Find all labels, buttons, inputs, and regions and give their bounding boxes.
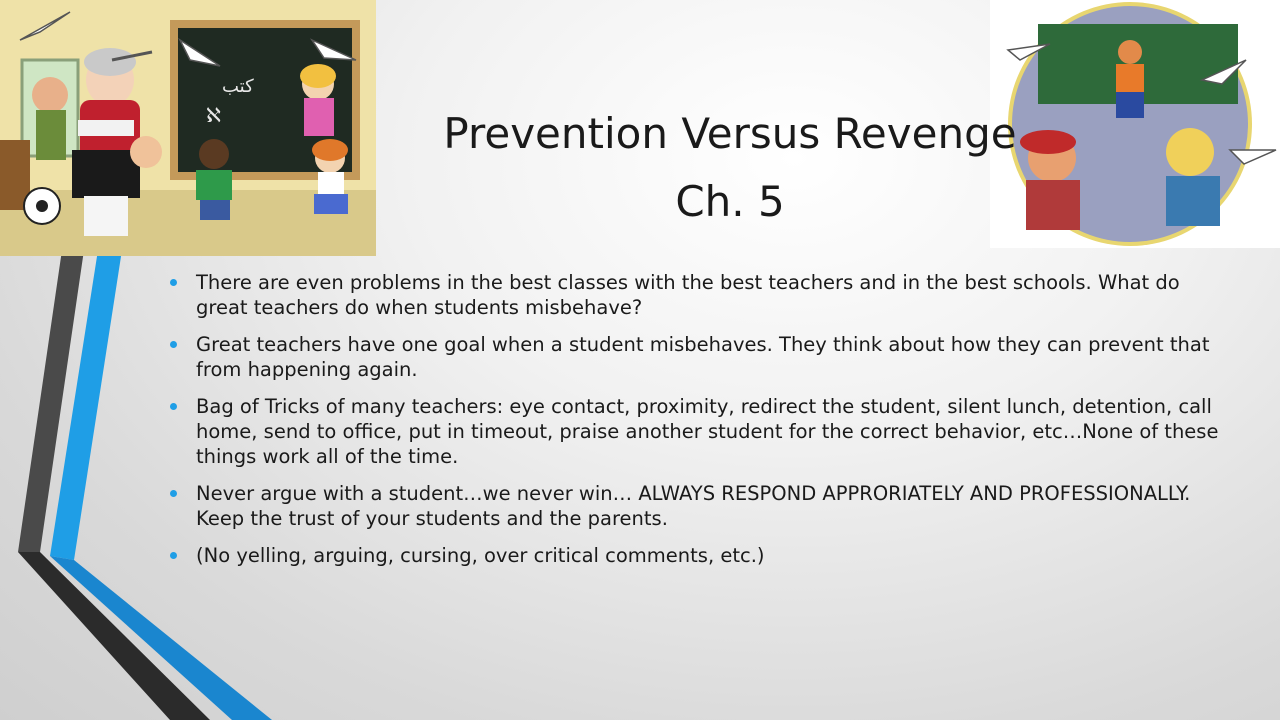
slide-title [330, 100, 1130, 236]
bullet-dot-icon [170, 279, 177, 286]
list-item: Bag of Tricks of many teachers: eye contact, proximity, redirect the student, silent lunch, detention, call home, send to office, put in timeout, praise another student for the correct behavior, etc…None of these things work all of the time. [160, 394, 1220, 469]
bullet-dot-icon [170, 341, 177, 348]
list-item: Never argue with a student…we never win… ALWAYS RESPOND APPRORIATELY AND PROFESSIONALLY. Keep the trust of your students and the parents. [160, 481, 1220, 531]
list-item: (No yelling, arguing, cursing, over critical comments, etc.) [160, 543, 1220, 568]
svg-text:ℵ: ℵ [206, 103, 221, 127]
title-line-2: Ch. 5 [675, 177, 785, 226]
title-line-1: Prevention Versus Revenge [443, 109, 1017, 158]
bullet-dot-icon [170, 552, 177, 559]
svg-text:كتب: كتب [222, 76, 254, 97]
list-item: There are even problems in the best classes with the best teachers and in the best schools. What do great teachers do when students misbehave? [160, 270, 1220, 320]
bullet-dot-icon [170, 490, 177, 497]
bullet-list [160, 270, 1220, 580]
bullet-dot-icon [170, 403, 177, 410]
classroom-chaos-image [0, 0, 376, 256]
list-item: Great teachers have one goal when a student misbehaves. They think about how they can prevent that from happening again. [160, 332, 1220, 382]
